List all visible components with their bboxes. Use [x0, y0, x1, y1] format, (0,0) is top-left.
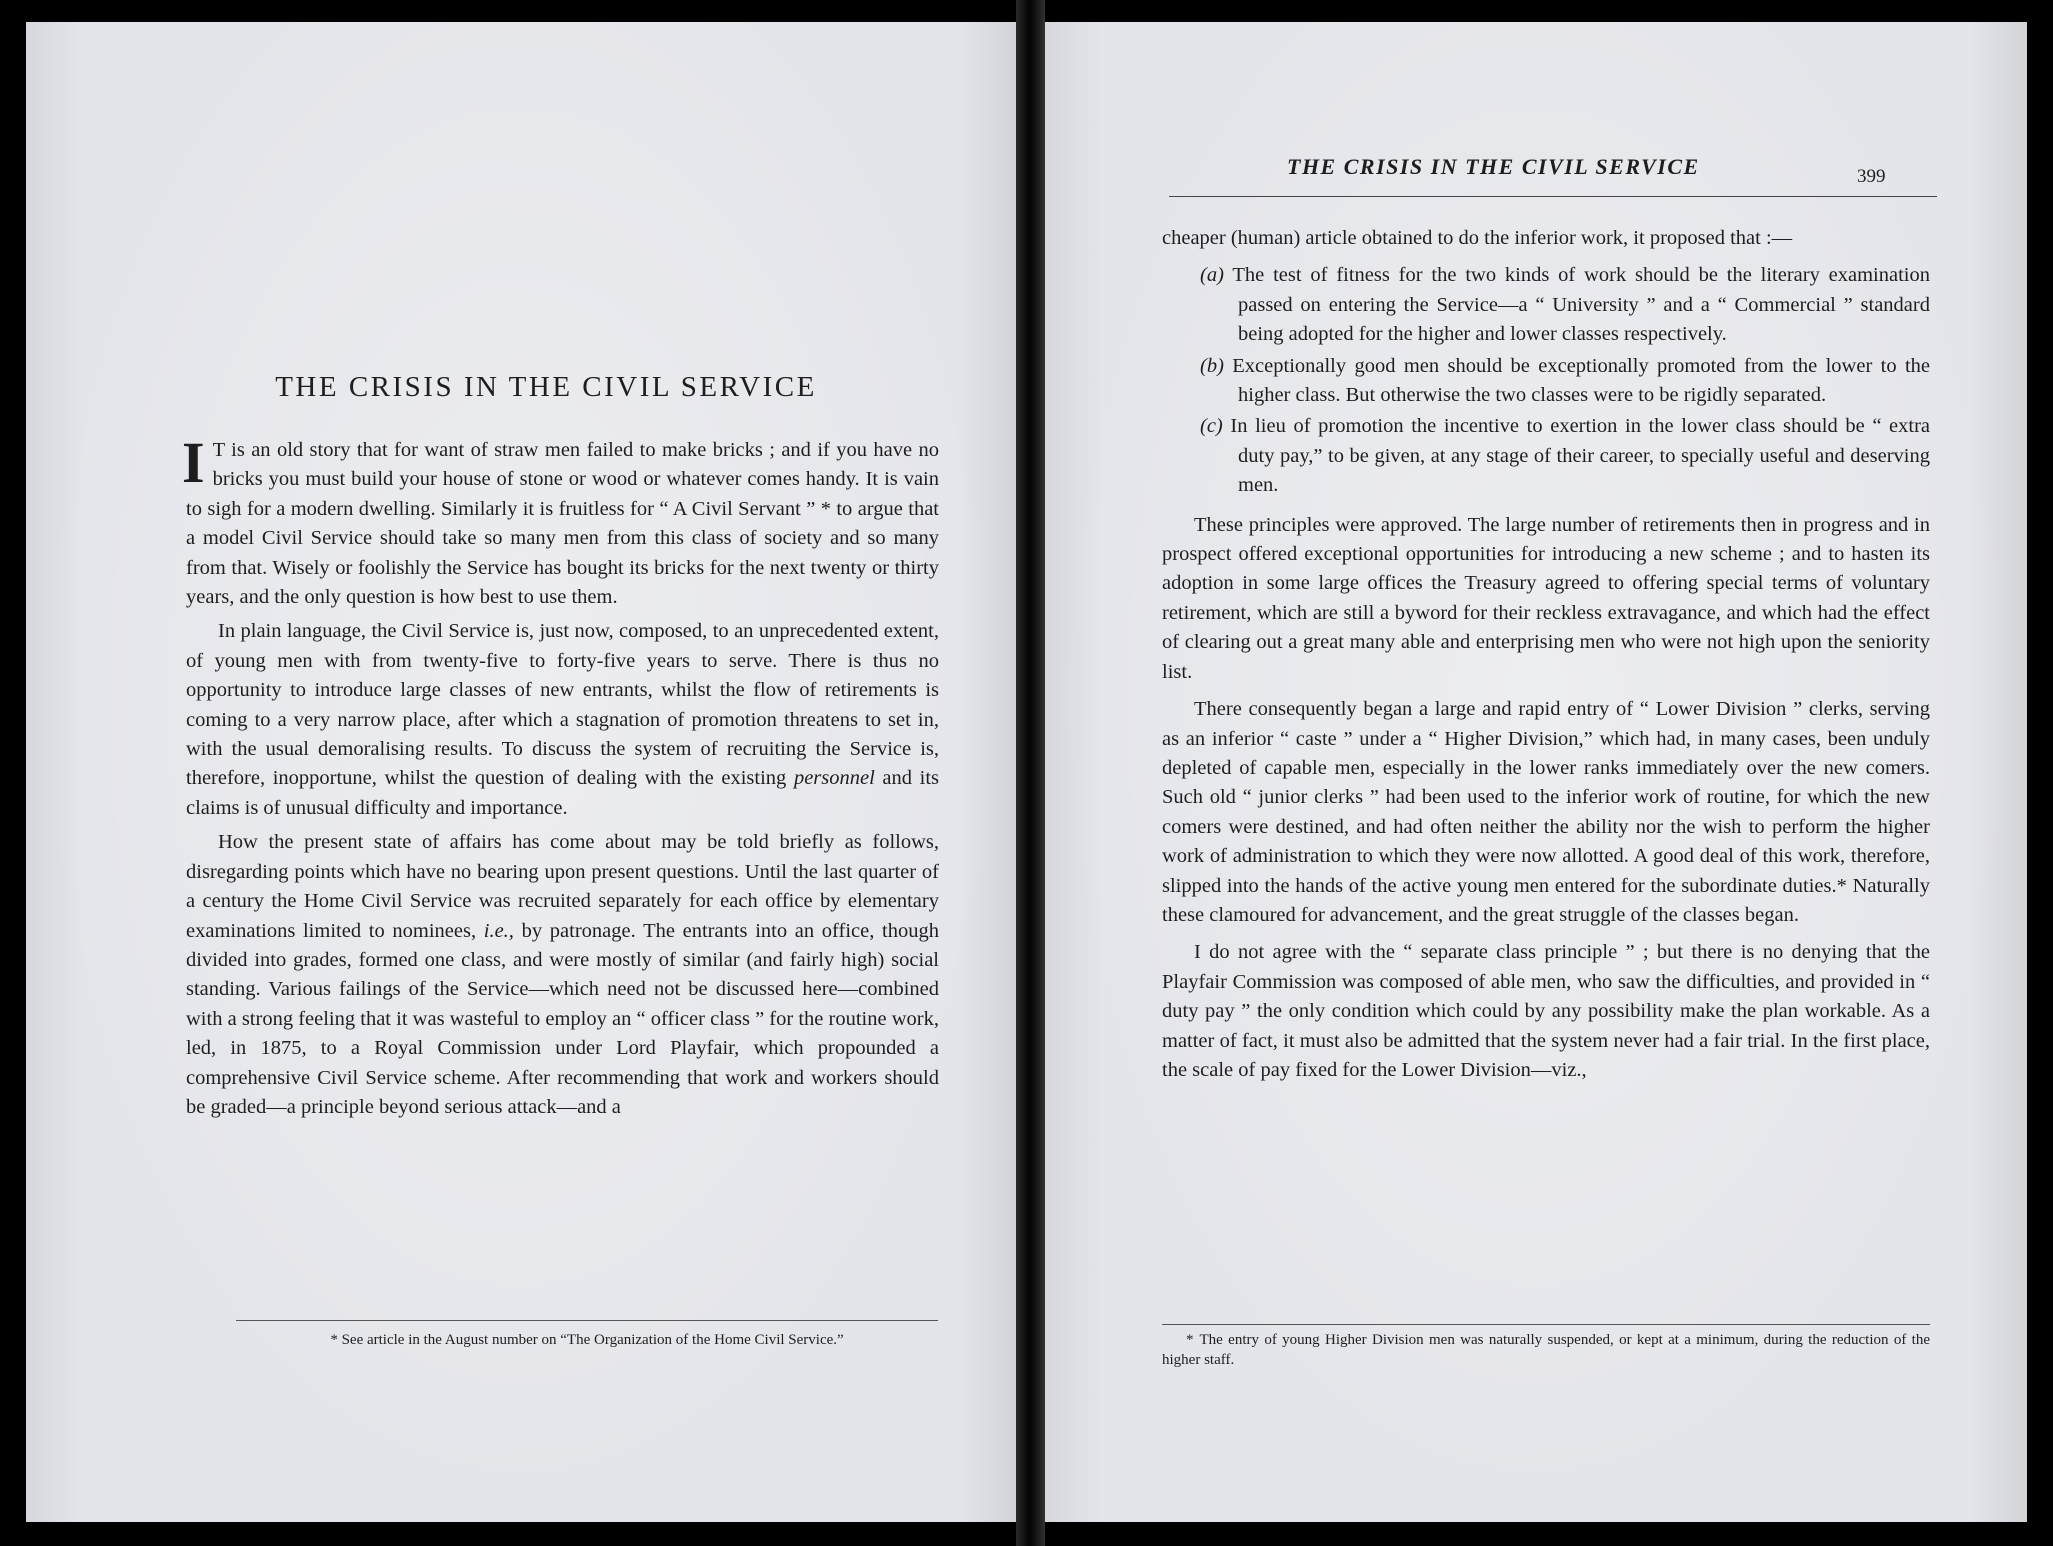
paragraph-text: T is an old story that for want of straw men failed to make bricks ; and if you have no bricks you must build your house of stone or wood or whatever comes handy. It is vain to sigh for a modern dwelling. Similarly it is fruitless for “ A Civil Servant ” * to argue that a model Civil Service should take so many men from this class of society and so many from that. Wisely or foolishly the Service has bought its bricks for the next twenty or thirty years, and the only question is how best to use them.: [186, 439, 939, 609]
paragraph: These principles were approved. The large number of retirements then in progress and in prospect offered exceptional opportunities for introducing a new scheme ; and to hasten its adoption in some large offices the Treasury agreed to offering special terms of voluntary retirement, which are still a byword for their reckless extravagance, and which had the effect of clearing out a great many able and enterprising men who were not high upon the seniority list.: [1162, 513, 1930, 683]
footnote-mark: *: [1186, 1332, 1194, 1348]
list-item-text: Exceptionally good men should be exceptionally promoted from the lower to the higher class. But otherwise the two classes were to be rigidly separated.: [1232, 354, 1930, 407]
article-title: THE CRISIS IN THE CIVIL SERVICE: [275, 371, 817, 403]
footnote-rule: [1162, 1324, 1930, 1325]
right-body-text: [1162, 224, 1930, 1093]
italic-term: personnel: [793, 767, 875, 790]
book-spine: [1016, 0, 1045, 1546]
paragraph: [182, 430, 939, 612]
list-item-text: The test of fitness for the two kinds of work should be the literary examination passed on entering the Service—a “ University ” and a “ Commercial ” standard being adopted for the higher and lower classes respectively.: [1232, 264, 1930, 346]
header-rule: [1169, 196, 1937, 197]
page-number: 399: [1857, 166, 1886, 187]
paragraph-text: and its claims is of unusual difficulty and importance.: [186, 767, 940, 819]
paragraph: There consequently began a large and rapid entry of “ Lower Division ” clerks, serving as an inferior “ caste ” under a “ Higher Division,” which had, in many cases, been unduly depleted of capable men, especially in the lower ranks immediately over the new comers. Such old “ junior clerks ” had been used to the inferior work of routine, for which the new comers were destined, and had often neither the ability nor the wish to perform the higher work of administration to which they were now allotted. A good deal of this work, therefore, slipped into the hands of the active young men entered for the subordinate duties.* Naturally these clamoured for advancement, and the great struggle of the classes began.: [1162, 698, 1930, 926]
paragraph-text: In plain language, the Civil Service is, just now, composed, to an unprecedented extent, of young men with from twenty-five to forty-five years to serve. There is thus no opportunity to introduce large classes of new entrants, whilst the flow of retirements is coming to a very narrow place, after which a stagnation of promotion threatens to set in, with the usual demoralising results. To discuss the system of recruiting the Service is, therefore, inopportune, whilst the question of dealing with the existing: [186, 620, 939, 790]
drop-cap: I: [182, 430, 205, 495]
italic-term: i.e.,: [483, 919, 514, 942]
paragraph: cheaper (human) article obtained to do the inferior work, it proposed that :—: [1162, 227, 1793, 249]
paragraph: I do not agree with the “ separate class principle ” ; but there is no denying that the Playfair Commission was composed of able men, who saw the difficulties, and provided in “ duty pay ” the only condition which could by any possibility make the plan workable. As a matter of fact, it must also be admitted that the system never had a fair trial. In the first place, the scale of pay fixed for the Lower Division—viz.,: [1162, 941, 1930, 1081]
running-head: THE CRISIS IN THE CIVIL SERVICE: [1287, 154, 1700, 179]
right-page: [1045, 22, 2027, 1522]
list-item: [1200, 261, 1930, 349]
list-label: (b): [1200, 354, 1224, 377]
list-item: [1200, 352, 1930, 411]
list-label: (a): [1200, 264, 1224, 287]
paragraph-text: by patronage. The entrants into an office, though divided into grades, formed one class, and were mostly of similar (and fairly high) social standing. Various failings of the Service—which need not be discussed here—combined with a strong feeling that it was wasteful to employ an “ officer class ” for the routine work, led, in 1875, to a Royal Commission under Lord Playfair, which propounded a comprehensive Civil Service scheme. After recommending that work and workers should be graded—a principle beyond serious attack—and a: [186, 919, 939, 1118]
left-page: [26, 22, 1016, 1522]
footnote: [1162, 1330, 1930, 1370]
left-body-text: [182, 430, 940, 1127]
footnote: * See article in the August number on “The Organization of the Home Civil Service.”: [330, 1332, 844, 1348]
paragraph: [186, 828, 939, 1122]
paragraph: [186, 617, 939, 823]
footnote-text: The entry of young Higher Division men was naturally suspended, or kept at a minimum, during the reduction of the higher staff.: [1162, 1332, 1930, 1368]
list-item: [1200, 412, 1930, 500]
footnote-rule: [236, 1320, 938, 1321]
list-label: (c): [1200, 415, 1223, 438]
paragraph-text: How the present state of affairs has come about may be told briefly as follows, disregarding points which have no bearing upon present questions. Until the last quarter of a century the Home Civil Service was recruited separately for each office by elementary examinations limited to nominees,: [186, 831, 939, 942]
proposal-list: [1200, 261, 1930, 500]
list-item-text: In lieu of promotion the incentive to exertion in the lower class should be “ extra duty pay,” to be given, at any stage of their career, to specially useful and deserving men.: [1230, 415, 1931, 497]
